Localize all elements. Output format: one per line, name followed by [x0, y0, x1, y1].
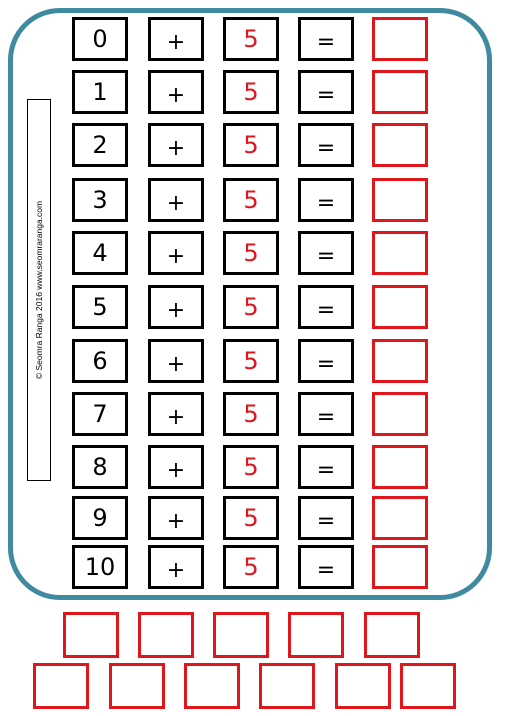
cut-out-card — [63, 612, 119, 658]
plus-box: + — [148, 545, 204, 589]
equals-box: = — [298, 545, 354, 589]
number-box: 7 — [72, 392, 128, 436]
number-box: 1 — [72, 70, 128, 114]
addend-box: 5 — [223, 339, 279, 383]
equals-box: = — [298, 123, 354, 167]
addend-box: 5 — [223, 392, 279, 436]
plus-box: + — [148, 178, 204, 222]
answer-box[interactable] — [372, 231, 428, 275]
addend-box: 5 — [223, 285, 279, 329]
answer-box[interactable] — [372, 445, 428, 489]
plus-box: + — [148, 123, 204, 167]
equals-box: = — [298, 285, 354, 329]
equals-box: = — [298, 178, 354, 222]
plus-box: + — [148, 231, 204, 275]
cut-out-card — [33, 663, 89, 709]
number-box: 0 — [72, 17, 128, 61]
addend-box: 5 — [223, 178, 279, 222]
number-box: 10 — [72, 545, 128, 589]
cut-out-card — [138, 612, 194, 658]
equals-box: = — [298, 70, 354, 114]
answer-box[interactable] — [372, 123, 428, 167]
plus-box: + — [148, 70, 204, 114]
cut-out-card — [400, 663, 456, 709]
number-box: 8 — [72, 445, 128, 489]
number-box: 4 — [72, 231, 128, 275]
addend-box: 5 — [223, 123, 279, 167]
equals-box: = — [298, 339, 354, 383]
answer-box[interactable] — [372, 285, 428, 329]
credit-text: © Seomra Ranga 2016 www.seomraranga.com — [34, 200, 44, 380]
equals-box: = — [298, 392, 354, 436]
number-box: 3 — [72, 178, 128, 222]
cut-out-card — [288, 612, 344, 658]
answer-box[interactable] — [372, 545, 428, 589]
equals-box: = — [298, 231, 354, 275]
plus-box: + — [148, 339, 204, 383]
cut-out-card — [184, 663, 240, 709]
cut-out-card — [213, 612, 269, 658]
plus-box: + — [148, 392, 204, 436]
answer-box[interactable] — [372, 392, 428, 436]
equals-box: = — [298, 445, 354, 489]
addend-box: 5 — [223, 545, 279, 589]
plus-box: + — [148, 445, 204, 489]
answer-box[interactable] — [372, 70, 428, 114]
addend-box: 5 — [223, 496, 279, 540]
number-box: 9 — [72, 496, 128, 540]
addend-box: 5 — [223, 70, 279, 114]
plus-box: + — [148, 17, 204, 61]
cut-out-card — [335, 663, 391, 709]
addend-box: 5 — [223, 231, 279, 275]
number-box: 2 — [72, 123, 128, 167]
plus-box: + — [148, 496, 204, 540]
answer-box[interactable] — [372, 339, 428, 383]
equals-box: = — [298, 496, 354, 540]
cut-out-card — [109, 663, 165, 709]
answer-box[interactable] — [372, 178, 428, 222]
credit-sidebar — [27, 99, 51, 481]
cut-out-card — [364, 612, 420, 658]
number-box: 5 — [72, 285, 128, 329]
answer-box[interactable] — [372, 17, 428, 61]
equals-box: = — [298, 17, 354, 61]
cut-out-card — [259, 663, 315, 709]
addend-box: 5 — [223, 445, 279, 489]
answer-box[interactable] — [372, 496, 428, 540]
number-box: 6 — [72, 339, 128, 383]
addend-box: 5 — [223, 17, 279, 61]
plus-box: + — [148, 285, 204, 329]
